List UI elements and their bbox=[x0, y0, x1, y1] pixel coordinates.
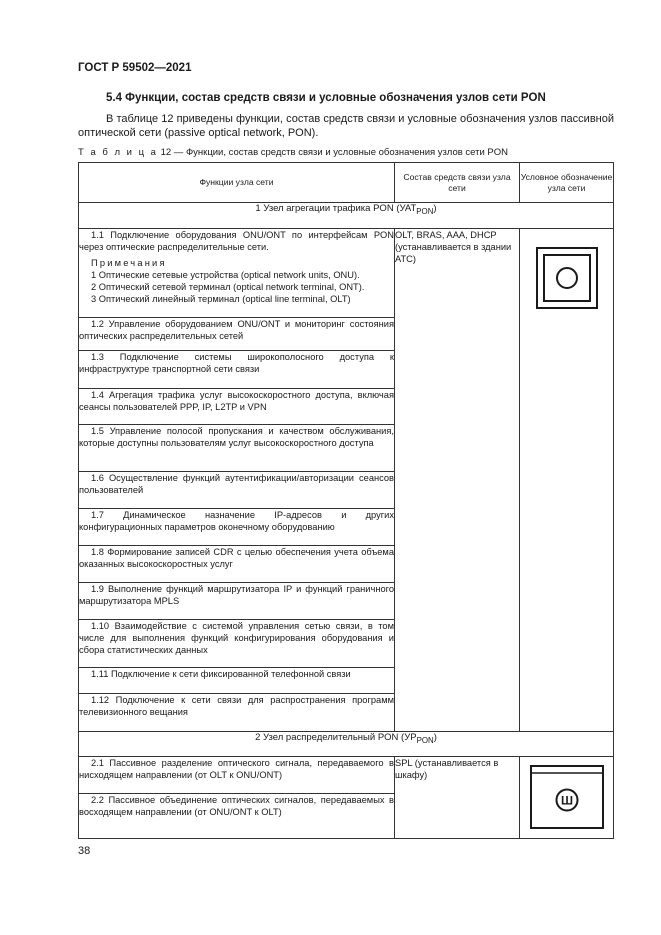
pon-table bbox=[78, 162, 614, 839]
table-row bbox=[79, 229, 614, 318]
section-2-title: 2 Узел распределительный PON $(УР_{PON})$ bbox=[79, 732, 614, 757]
header-row bbox=[79, 163, 614, 203]
intro-paragraph: В таблице 12 приведены функции, состав средств связи и условные обозначения узлов пассивной оптической сети (passive optical network, PON). bbox=[78, 113, 614, 139]
section-1-symbol-cell bbox=[520, 229, 614, 732]
function-cell: 1.12 Подключение к сети связи для распространения программ телевизионного вещания bbox=[79, 694, 395, 732]
table-row bbox=[79, 757, 614, 794]
note-2: 2 Оптический сетевой терминал (optical network terminal, ONT). bbox=[91, 282, 365, 292]
function-cell: 1.9 Выполнение функций маршрутизатора IP и функций граничного маршрутизатора MPLS bbox=[79, 583, 395, 620]
section-row-2 bbox=[79, 732, 614, 757]
function-cell: 1.10 Взаимодействие с системой управления сетью связи, в том числе для выполнения функций конфигурирования оборудования и сбора статистических данных bbox=[79, 620, 395, 668]
section-title: 5.4 Функции, состав средств связи и условные обозначения узлов сети PON bbox=[106, 92, 546, 104]
table-caption bbox=[78, 147, 508, 158]
note-1: 1 Оптические сетевые устройства (optical network units, ONU). bbox=[91, 270, 360, 280]
section-2-components: SPL (устанавливается в шкафу) bbox=[395, 757, 520, 839]
caption-text: 12 — Функции, состав средств связи и условные обозначения узлов сети PON bbox=[157, 147, 509, 158]
document-header: ГОСТ Р 59502—2021 bbox=[78, 62, 192, 74]
function-cell: 2.2 Пассивное объединение оптических сигналов, передаваемых в восходящем направлении (от ONU/ONT к OLT) bbox=[79, 794, 395, 839]
note-3: 3 Оптический линейный терминал (optical line terminal, OLT) bbox=[91, 294, 351, 304]
header-symbol: Условное обозначение узла сети bbox=[520, 163, 614, 203]
caption-label: Т а б л и ц а bbox=[78, 147, 158, 158]
function-cell: 1.4 Агрегация трафика услуг высокоскоростного доступа, включая сеансы пользователей PPP, IP, L2TP и VPN bbox=[79, 389, 395, 425]
section-1-title: 1 Узел агрегации трафика PON $(УАТ_{PON})$ bbox=[79, 203, 614, 229]
section-2-symbol-cell bbox=[520, 757, 614, 839]
header-components: Состав средств связи узла сети bbox=[395, 163, 520, 203]
cabinet-node-symbol bbox=[527, 762, 607, 830]
function-cell: 1.1 Подключение оборудования ONU/ONT по интерфейсам PON через оптические распределительные сети. Примечания 1 Оптические сетевые устройства (optical network units, ONU). 2 Оптический сетевой терминал (optical network terminal, ONT). 3 Оптический линейный терминал (optical line terminal, OLT) bbox=[79, 229, 395, 318]
function-cell: 1.3 Подключение системы широкополосного доступа к инфраструктуре транспортной сети связи bbox=[79, 351, 395, 389]
function-cell: 1.6 Осуществление функций аутентификации/авторизации сеансов пользователей bbox=[79, 472, 395, 509]
function-cell: 1.11 Подключение к сети фиксированной телефонной связи bbox=[79, 668, 395, 694]
cabinet-symbol-letter: Ш bbox=[560, 793, 573, 808]
function-cell: 1.8 Формирование записей CDR с целью обеспечения учета объема оказанных высокоскоростных услуг bbox=[79, 546, 395, 583]
notes-header: Примечания bbox=[91, 258, 167, 268]
section-1-components: OLT, BRAS, AAA, DHCP (устанавливается в здании АТС) bbox=[395, 229, 520, 732]
header-functions: Функции узла сети bbox=[79, 163, 395, 203]
aggregation-node-symbol bbox=[527, 238, 607, 318]
function-cell: 1.5 Управление полосой пропускания и качеством обслуживания, которые доступны пользователям услуг высокоскоростного доступа bbox=[79, 425, 395, 472]
function-cell: 2.1 Пассивное разделение оптического сигнала, передаваемого в нисходящем направлении (от OLT к ONU/ONT) bbox=[79, 757, 395, 794]
section-row-1 bbox=[79, 203, 614, 229]
function-cell: 1.7 Динамическое назначение IP-адресов и других конфигурационных параметров оконечному оборудованию bbox=[79, 509, 395, 546]
function-cell: 1.2 Управление оборудованием ONU/ONT и мониторинг состояния оптических распределительных сетей bbox=[79, 318, 395, 351]
page-number: 38 bbox=[78, 845, 91, 857]
